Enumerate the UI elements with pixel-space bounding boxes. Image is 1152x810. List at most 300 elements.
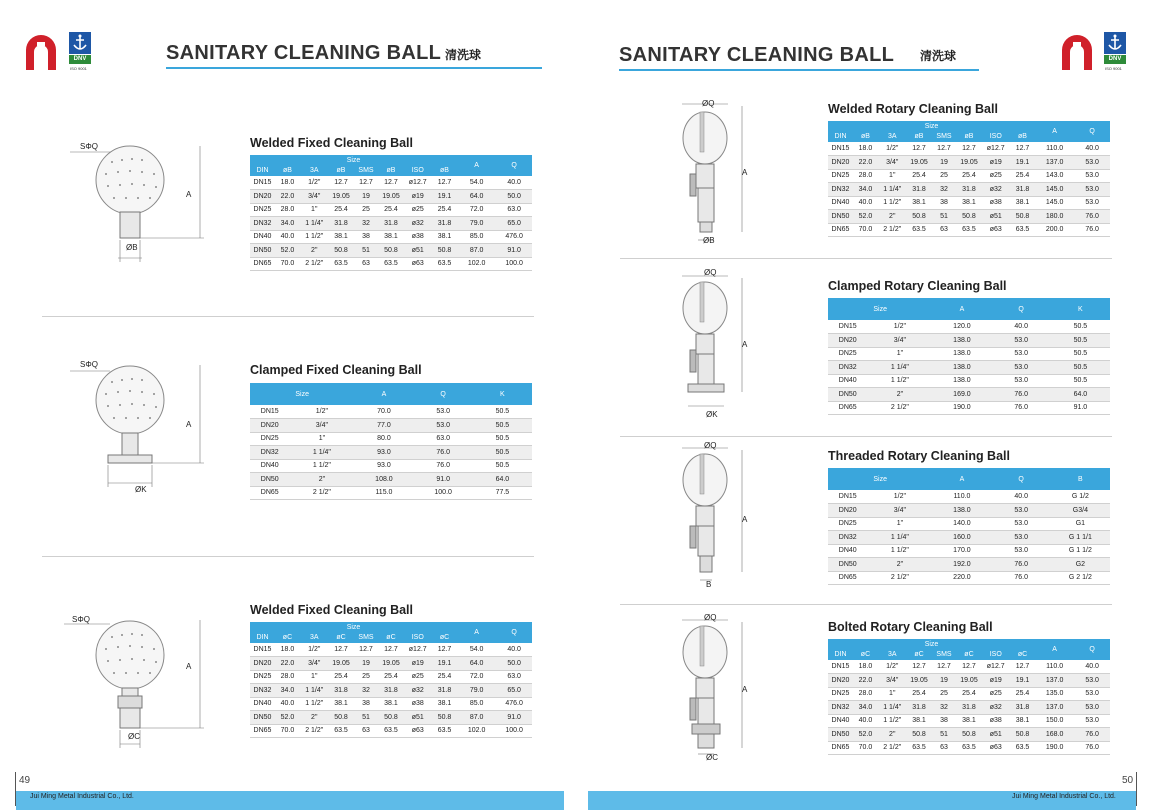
col-header: SMS bbox=[354, 632, 379, 643]
table-cell: 19.1 bbox=[1010, 674, 1035, 688]
table-cell: 50.5 bbox=[1051, 347, 1110, 361]
table-cell: 53.0 bbox=[414, 419, 473, 433]
table-cell: 22.0 bbox=[853, 674, 878, 688]
table-cell: 53.0 bbox=[992, 517, 1051, 531]
table-cell: DN20 bbox=[828, 504, 867, 518]
table-cell: ø63 bbox=[981, 741, 1010, 755]
dim-label-sphere: SΦQ bbox=[80, 142, 98, 151]
table-cell: 143.0 bbox=[1035, 169, 1074, 183]
table-cell: 138.0 bbox=[932, 334, 991, 348]
anchor-icon bbox=[1104, 32, 1126, 54]
dim-label-q: ØQ bbox=[704, 268, 717, 277]
table-cell: 2 1/2" bbox=[867, 571, 932, 585]
table-cell: 31.8 bbox=[378, 217, 403, 231]
table-cell: DN40 bbox=[828, 544, 867, 558]
table-cell: 53.0 bbox=[992, 361, 1051, 375]
table-cell: 63 bbox=[932, 223, 957, 237]
table-cell: 34.0 bbox=[275, 684, 300, 698]
table-cell: 63.0 bbox=[496, 670, 532, 684]
table-cell: 2" bbox=[867, 558, 932, 572]
table-cell: DN32 bbox=[250, 684, 275, 698]
table-row bbox=[250, 684, 532, 698]
table-cell: 220.0 bbox=[932, 571, 991, 585]
table-cell: 52.0 bbox=[275, 244, 300, 258]
table-cell: 12.7 bbox=[378, 643, 403, 657]
table-cell: DN40 bbox=[250, 697, 275, 711]
table-cell: 25 bbox=[932, 169, 957, 183]
table-cell: 19.1 bbox=[432, 190, 457, 204]
table-cell: 38.1 bbox=[956, 714, 981, 728]
table-cell: 31.8 bbox=[1010, 701, 1035, 715]
section-divider bbox=[620, 436, 1112, 437]
table-cell: 53.0 bbox=[992, 544, 1051, 558]
table-cell: 31.8 bbox=[378, 684, 403, 698]
table-cell: 3/4" bbox=[289, 419, 354, 433]
table-cell: G2 bbox=[1051, 558, 1110, 572]
col-header: Q bbox=[992, 468, 1051, 490]
table-cell: DN15 bbox=[250, 643, 275, 657]
table-row bbox=[828, 347, 1110, 361]
table-cell: DN65 bbox=[828, 571, 867, 585]
table-cell: 2" bbox=[300, 244, 329, 258]
table-cell: 200.0 bbox=[1035, 223, 1074, 237]
table-cell: 53.0 bbox=[1074, 714, 1110, 728]
table-cell: 12.7 bbox=[432, 643, 457, 657]
table-cell: 180.0 bbox=[1035, 210, 1074, 224]
table-cell: 40.0 bbox=[992, 490, 1051, 504]
col-header: K bbox=[1051, 298, 1110, 320]
table-cell: 50.8 bbox=[1010, 728, 1035, 742]
table-cell: 1 1/2" bbox=[300, 697, 329, 711]
table-cell: 1" bbox=[867, 517, 932, 531]
table-cell: ø25 bbox=[981, 169, 1010, 183]
col-header: øC bbox=[432, 632, 457, 643]
col-header: øB bbox=[275, 165, 300, 176]
table-cell: 53.0 bbox=[1074, 687, 1110, 701]
col-header-a: A bbox=[1035, 639, 1074, 660]
table-cell: 76.0 bbox=[1074, 223, 1110, 237]
table-cell: 2" bbox=[878, 728, 907, 742]
col-header: øB bbox=[853, 131, 878, 142]
size-header: Size bbox=[250, 622, 457, 632]
table-cell: 64.0 bbox=[473, 473, 532, 487]
dim-label-q: ØQ bbox=[702, 99, 715, 108]
company-name-left: Jui Ming Metal Industrial Co., Ltd. bbox=[30, 793, 134, 800]
table-cell: 25.4 bbox=[378, 203, 403, 217]
table-cell: 102.0 bbox=[457, 257, 496, 271]
table-cell: 12.7 bbox=[932, 660, 957, 674]
col-header: øC bbox=[907, 649, 932, 660]
table-cell: 22.0 bbox=[275, 190, 300, 204]
table-row bbox=[250, 217, 532, 231]
table-cell: 31.8 bbox=[1010, 183, 1035, 197]
col-header: øB bbox=[378, 165, 403, 176]
table-row bbox=[250, 724, 532, 738]
table-cell: 137.0 bbox=[1035, 156, 1074, 170]
table-cell: 63.0 bbox=[414, 432, 473, 446]
table-cell: DN15 bbox=[250, 405, 289, 419]
table-cell: 80.0 bbox=[354, 432, 413, 446]
table-cell: 1 1/2" bbox=[878, 196, 907, 210]
table-cell: 63.5 bbox=[378, 257, 403, 271]
table-cell: 19.05 bbox=[329, 190, 354, 204]
col-header-q: Q bbox=[496, 622, 532, 643]
table-cell: 120.0 bbox=[932, 320, 991, 334]
table-row bbox=[250, 405, 532, 419]
col-header-size: Size bbox=[828, 468, 932, 490]
col-header: øC bbox=[329, 632, 354, 643]
table-cell: 64.0 bbox=[1051, 388, 1110, 402]
table-cell: 1 1/2" bbox=[867, 544, 932, 558]
table-cell: 1" bbox=[878, 687, 907, 701]
table-cell: 50.8 bbox=[1010, 210, 1035, 224]
table-cell: 79.0 bbox=[457, 684, 496, 698]
table-cell: DN25 bbox=[250, 670, 275, 684]
table-cell: DN25 bbox=[250, 432, 289, 446]
table-cell: 34.0 bbox=[853, 701, 878, 715]
table-cell: 3/4" bbox=[300, 657, 329, 671]
table-cell: 76.0 bbox=[1074, 728, 1110, 742]
table-cell: 70.0 bbox=[853, 223, 878, 237]
table-cell: 38 bbox=[354, 697, 379, 711]
table-cell: 63.0 bbox=[496, 203, 532, 217]
table-cell: 63 bbox=[354, 257, 379, 271]
dim-label-a: A bbox=[742, 685, 748, 694]
welded-fixed-ball-drawing bbox=[70, 130, 220, 270]
table-cell: 1/2" bbox=[300, 176, 329, 190]
page-title-left: SANITARY CLEANING BALL bbox=[166, 42, 442, 64]
table-cell: 28.0 bbox=[275, 670, 300, 684]
table-cell: 53.0 bbox=[1074, 674, 1110, 688]
table-cell: DN32 bbox=[828, 361, 867, 375]
table-cell: 63.5 bbox=[378, 724, 403, 738]
table-cell: 110.0 bbox=[1035, 142, 1074, 156]
col-header-size: Size bbox=[828, 298, 932, 320]
spec-table-welded-fixed-c bbox=[250, 622, 532, 738]
table-cell: 91.0 bbox=[414, 473, 473, 487]
table-cell: 19.05 bbox=[329, 657, 354, 671]
col-header: SMS bbox=[354, 165, 379, 176]
table-cell: 85.0 bbox=[457, 230, 496, 244]
col-header: A bbox=[354, 383, 413, 405]
table-cell: DN40 bbox=[828, 714, 853, 728]
table-cell: DN65 bbox=[250, 257, 275, 271]
table-cell: 91.0 bbox=[496, 711, 532, 725]
col-header: øB bbox=[1010, 131, 1035, 142]
table-cell: 18.0 bbox=[853, 660, 878, 674]
table-cell: 63.5 bbox=[432, 257, 457, 271]
table-cell: 38.1 bbox=[329, 697, 354, 711]
section-title: Clamped Rotary Cleaning Ball bbox=[828, 279, 1007, 293]
table-cell: DN15 bbox=[828, 660, 853, 674]
table-cell: 18.0 bbox=[853, 142, 878, 156]
table-cell: 190.0 bbox=[932, 401, 991, 415]
table-cell: 38.1 bbox=[378, 697, 403, 711]
table-cell: ø25 bbox=[403, 203, 432, 217]
table-cell: 28.0 bbox=[853, 687, 878, 701]
table-cell: G3/4 bbox=[1051, 504, 1110, 518]
section-divider bbox=[620, 258, 1112, 259]
table-cell: 63.5 bbox=[956, 223, 981, 237]
table-cell: 3/4" bbox=[867, 504, 932, 518]
table-cell: 169.0 bbox=[932, 388, 991, 402]
table-cell: ø38 bbox=[403, 230, 432, 244]
table-cell: 34.0 bbox=[853, 183, 878, 197]
table-cell: 22.0 bbox=[853, 156, 878, 170]
table-cell: 12.7 bbox=[432, 176, 457, 190]
page-edge-right bbox=[1136, 772, 1137, 806]
table-cell: ø12.7 bbox=[981, 142, 1010, 156]
table-row bbox=[828, 728, 1110, 742]
page-title-cn-right: 清洗球 bbox=[920, 49, 957, 63]
table-cell: DN25 bbox=[828, 687, 853, 701]
iso-label: ISO 9001 bbox=[1105, 66, 1122, 71]
dnv-badge: DNV bbox=[1104, 55, 1126, 64]
table-cell: 12.7 bbox=[329, 176, 354, 190]
table-cell: DN65 bbox=[828, 401, 867, 415]
col-header: DIN bbox=[250, 632, 275, 643]
col-header-q: Q bbox=[1074, 121, 1110, 142]
col-header: Q bbox=[414, 383, 473, 405]
table-cell: 12.7 bbox=[956, 142, 981, 156]
table-cell: DN20 bbox=[250, 190, 275, 204]
table-cell: 72.0 bbox=[457, 203, 496, 217]
page-title-cn-left: 清洗球 bbox=[445, 48, 482, 62]
col-header: øC bbox=[956, 649, 981, 660]
table-cell: 3/4" bbox=[300, 190, 329, 204]
table-row bbox=[250, 657, 532, 671]
table-cell: 2" bbox=[300, 711, 329, 725]
table-cell: 50.8 bbox=[329, 711, 354, 725]
table-cell: 1" bbox=[878, 169, 907, 183]
table-row bbox=[828, 674, 1110, 688]
table-cell: DN40 bbox=[250, 230, 275, 244]
dim-label-sphere: SΦQ bbox=[80, 360, 98, 369]
dim-label-a: A bbox=[186, 190, 192, 199]
table-row bbox=[828, 558, 1110, 572]
section-title: Welded Fixed Cleaning Ball bbox=[250, 603, 413, 617]
table-cell: DN20 bbox=[250, 419, 289, 433]
table-cell: 25.4 bbox=[956, 687, 981, 701]
table-cell: 28.0 bbox=[853, 169, 878, 183]
table-row bbox=[250, 230, 532, 244]
table-cell: 19.05 bbox=[956, 156, 981, 170]
table-cell: 38 bbox=[932, 714, 957, 728]
table-cell: DN20 bbox=[828, 334, 867, 348]
table-cell: 50.8 bbox=[907, 728, 932, 742]
table-cell: ø51 bbox=[403, 244, 432, 258]
col-header-q: Q bbox=[496, 155, 532, 176]
col-header: øB bbox=[956, 131, 981, 142]
table-cell: 1/2" bbox=[867, 490, 932, 504]
table-cell: 2 1/2" bbox=[300, 724, 329, 738]
table-row bbox=[828, 660, 1110, 674]
table-cell: 138.0 bbox=[932, 504, 991, 518]
table-cell: 12.7 bbox=[329, 643, 354, 657]
table-cell: 115.0 bbox=[354, 486, 413, 500]
clamped-rotary-ball-drawing bbox=[672, 268, 752, 418]
table-cell: 108.0 bbox=[354, 473, 413, 487]
table-cell: 40.0 bbox=[1074, 142, 1110, 156]
table-cell: 2 1/2" bbox=[289, 486, 354, 500]
table-row bbox=[250, 419, 532, 433]
table-cell: ø19 bbox=[403, 190, 432, 204]
dim-label-k: ØK bbox=[135, 485, 147, 494]
table-cell: DN15 bbox=[250, 176, 275, 190]
table-cell: 63.5 bbox=[956, 741, 981, 755]
table-cell: 1 1/4" bbox=[878, 701, 907, 715]
table-row bbox=[828, 531, 1110, 545]
table-cell: DN15 bbox=[828, 142, 853, 156]
table-cell: 19.1 bbox=[1010, 156, 1035, 170]
spec-table-clamped-rotary bbox=[828, 298, 1110, 415]
table-cell: 2 1/2" bbox=[878, 741, 907, 755]
section-title: Bolted Rotary Cleaning Ball bbox=[828, 620, 993, 634]
table-cell: 31.8 bbox=[956, 701, 981, 715]
table-row bbox=[828, 714, 1110, 728]
table-cell: 12.7 bbox=[907, 660, 932, 674]
table-cell: 476.0 bbox=[496, 230, 532, 244]
table-row bbox=[250, 643, 532, 657]
table-cell: 32 bbox=[932, 183, 957, 197]
col-header: SMS bbox=[932, 131, 957, 142]
dim-label-a: A bbox=[742, 515, 748, 524]
section-divider bbox=[42, 556, 534, 557]
table-row bbox=[828, 320, 1110, 334]
dim-label-q: ØQ bbox=[704, 441, 717, 450]
table-row bbox=[828, 223, 1110, 237]
table-cell: 77.0 bbox=[354, 419, 413, 433]
section-title: Welded Rotary Cleaning Ball bbox=[828, 102, 998, 116]
col-header: øB bbox=[907, 131, 932, 142]
table-row bbox=[828, 388, 1110, 402]
table-cell: 19.05 bbox=[907, 674, 932, 688]
col-header: øC bbox=[1010, 649, 1035, 660]
table-cell: 40.0 bbox=[275, 697, 300, 711]
table-cell: 1" bbox=[300, 670, 329, 684]
company-logo-right bbox=[1058, 32, 1133, 77]
col-header-size: Size bbox=[250, 383, 354, 405]
table-cell: DN32 bbox=[828, 183, 853, 197]
table-cell: 76.0 bbox=[1074, 210, 1110, 224]
table-cell: ø12.7 bbox=[403, 643, 432, 657]
threaded-rotary-ball-drawing bbox=[672, 440, 752, 590]
table-row bbox=[828, 183, 1110, 197]
company-name-right: Jui Ming Metal Industrial Co., Ltd. bbox=[1012, 793, 1116, 800]
table-cell: 31.8 bbox=[329, 217, 354, 231]
col-header-a: A bbox=[457, 622, 496, 643]
clamped-fixed-ball-drawing bbox=[70, 355, 220, 495]
table-cell: 25.4 bbox=[1010, 169, 1035, 183]
col-header-a: A bbox=[457, 155, 496, 176]
table-cell: 53.0 bbox=[414, 405, 473, 419]
dim-label-k: ØK bbox=[706, 410, 718, 419]
table-cell: 28.0 bbox=[275, 203, 300, 217]
table-cell: 168.0 bbox=[1035, 728, 1074, 742]
table-cell: DN25 bbox=[828, 517, 867, 531]
table-row bbox=[250, 670, 532, 684]
table-cell: 51 bbox=[932, 210, 957, 224]
table-cell: G1 bbox=[1051, 517, 1110, 531]
table-cell: 22.0 bbox=[275, 657, 300, 671]
table-cell: DN25 bbox=[828, 347, 867, 361]
table-cell: DN32 bbox=[828, 531, 867, 545]
table-cell: 38.1 bbox=[432, 697, 457, 711]
col-header: DIN bbox=[250, 165, 275, 176]
table-cell: 138.0 bbox=[932, 374, 991, 388]
table-cell: 63 bbox=[354, 724, 379, 738]
table-cell: DN32 bbox=[250, 446, 289, 460]
table-cell: DN20 bbox=[828, 156, 853, 170]
table-cell: ø32 bbox=[403, 217, 432, 231]
dim-label-b-plain: B bbox=[706, 580, 712, 589]
table-cell: 77.5 bbox=[473, 486, 532, 500]
col-header: DIN bbox=[828, 649, 853, 660]
table-cell: DN50 bbox=[250, 711, 275, 725]
table-cell: 40.0 bbox=[496, 643, 532, 657]
table-cell: 100.0 bbox=[496, 257, 532, 271]
header-rule-left bbox=[166, 67, 542, 69]
table-cell: 12.7 bbox=[354, 176, 379, 190]
dim-label-a: A bbox=[742, 340, 748, 349]
table-cell: 50.8 bbox=[432, 244, 457, 258]
table-cell: 70.0 bbox=[275, 257, 300, 271]
table-cell: 1 1/4" bbox=[878, 183, 907, 197]
table-cell: 1 1/4" bbox=[300, 217, 329, 231]
table-cell: 25.4 bbox=[378, 670, 403, 684]
table-cell: 38.1 bbox=[329, 230, 354, 244]
size-header: Size bbox=[828, 121, 1035, 131]
table-cell: 38.1 bbox=[907, 714, 932, 728]
table-cell: 40.0 bbox=[853, 196, 878, 210]
table-row bbox=[250, 190, 532, 204]
table-cell: 70.0 bbox=[275, 724, 300, 738]
table-cell: 100.0 bbox=[414, 486, 473, 500]
table-cell: G 1/2 bbox=[1051, 490, 1110, 504]
table-cell: 18.0 bbox=[275, 176, 300, 190]
table-row bbox=[250, 257, 532, 271]
table-cell: 2" bbox=[878, 210, 907, 224]
section-divider bbox=[42, 316, 534, 317]
table-cell: DN50 bbox=[250, 473, 289, 487]
section-title: Welded Fixed Cleaning Ball bbox=[250, 136, 413, 150]
table-row bbox=[828, 361, 1110, 375]
table-row bbox=[250, 711, 532, 725]
table-cell: ø12.7 bbox=[403, 176, 432, 190]
table-cell: ø51 bbox=[403, 711, 432, 725]
col-header: øC bbox=[853, 649, 878, 660]
table-cell: 50.8 bbox=[378, 711, 403, 725]
table-cell: 190.0 bbox=[1035, 741, 1074, 755]
table-cell: 2" bbox=[289, 473, 354, 487]
table-cell: 52.0 bbox=[853, 728, 878, 742]
col-header: A bbox=[932, 298, 991, 320]
table-cell: 31.8 bbox=[907, 701, 932, 715]
table-cell: 50.5 bbox=[473, 419, 532, 433]
table-cell: 2 1/2" bbox=[867, 401, 932, 415]
table-cell: ø63 bbox=[403, 257, 432, 271]
table-cell: DN32 bbox=[250, 217, 275, 231]
table-cell: 1/2" bbox=[878, 142, 907, 156]
table-cell: DN15 bbox=[828, 320, 867, 334]
table-cell: 1 1/4" bbox=[300, 684, 329, 698]
table-cell: 1" bbox=[289, 432, 354, 446]
table-cell: ø32 bbox=[403, 684, 432, 698]
table-cell: 53.0 bbox=[992, 347, 1051, 361]
table-cell: 76.0 bbox=[992, 558, 1051, 572]
table-cell: ø19 bbox=[981, 156, 1010, 170]
table-cell: 1 1/2" bbox=[289, 459, 354, 473]
